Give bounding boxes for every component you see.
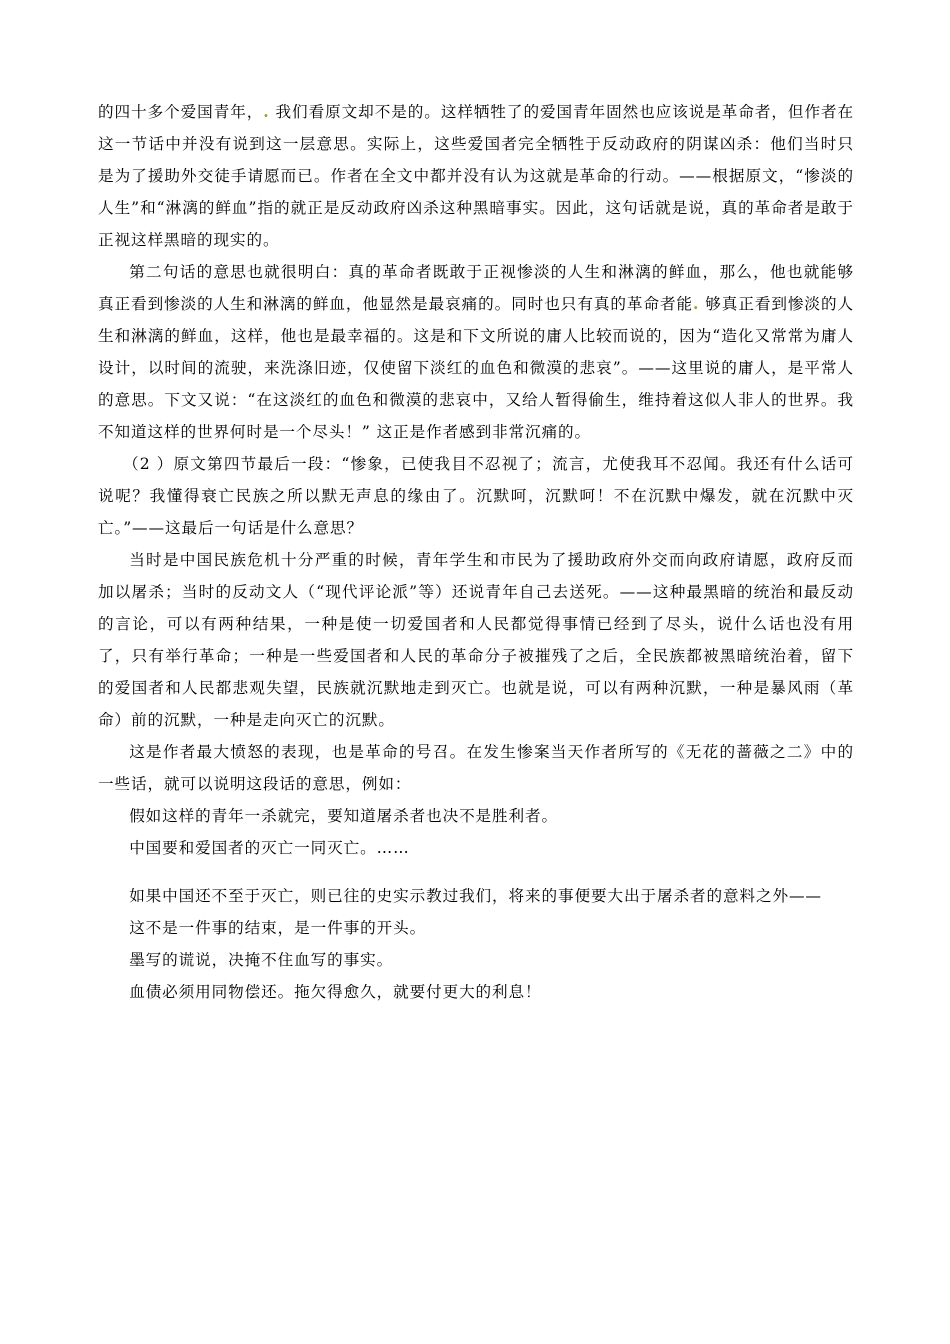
- paragraph-5: 这是作者最大愤怒的表现，也是革命的号召。在发生惨案当天作者所写的《无花的蔷薇之二》中的一些话，就可以说明这段话的意思，例如：: [98, 743, 854, 793]
- spacer: [98, 864, 854, 880]
- quote-line-4: 这不是一件事的结束，是一件事的开头。: [129, 919, 427, 937]
- paragraph-2-start: 第二句话的意思也就很明白：真的革命者既敢于正视惨淡的人生和淋漓的鲜血，那么，他也就能够真正看到惨淡的人生和淋漓的鲜血，他显然是最哀痛的。同时也只有真的革命者能: [98, 263, 854, 313]
- quote-line-1: 假如这样的青年一杀就完，要知道屠杀者也决不是胜利者。: [129, 807, 559, 825]
- quote-line-5: 墨写的谎说，决掩不住血写的事实。: [129, 951, 394, 969]
- quote-line-3: 如果中国还不至于灭亡，则已往的史实示教过我们，将来的事便要大出于屠杀者的意料之外——: [129, 887, 822, 905]
- green-mark: .: [263, 102, 270, 121]
- paragraph-2-rest: 够真正看到惨淡的人生和淋漓的鲜血，这样，他也是最幸福的。这是和下文所说的庸人比较而说的，因为“造化又常常为庸人设计，以时间的流驶，来洗涤旧迹，仅使留下淡红的血色和微漠的悲哀”。——这里说的庸人，是平常人的意思。下文又说：“在这淡红的血色和微漠的悲哀中，又给人暂得偷生，维持着这似人非人的世界。我不知道这样的世界何时是一个尽头！” 这正是作者感到非常沉痛的。: [98, 295, 854, 441]
- quote-line-6: 血债必须用同物偿还。拖欠得愈久，就要付更大的利息！: [129, 983, 542, 1001]
- paragraph-1-start: 的四十多个爱国青年，: [98, 103, 264, 121]
- paragraph-1-rest: 我们看原文却不是的。这样牺牲了的爱国青年固然也应该说是革命者，但作者在这一节话中并没有说到这一层意思。实际上，这些爱国者完全牺牲于反动政府的阴谋凶杀：他们当时只是为了援助外交徒手请愿而已。作者在全文中都并没有认为这就是革命的行动。——根据原文，“惨淡的人生”和“淋漓的鲜血”指的就正是反动政府凶杀这种黑暗事实。因此，这句话就是说，真的革命者是敢于正视这样黑暗的现实的。: [98, 103, 854, 249]
- green-mark: .: [693, 294, 700, 313]
- paragraph-question-2: （2 ）原文第四节最后一段：“惨象，已使我目不忍视了；流言，尤使我耳不忍闻。我还有什么话可说呢？我懂得衰亡民族之所以默无声息的缘由了。沉默呵，沉默呵！不在沉默中爆发，就在沉默中灭亡。”——这最后一句话是什么意思？: [98, 455, 854, 537]
- paragraph-4: 当时是中国民族危机十分严重的时候，青年学生和市民为了援助政府外交而向政府请愿，政府反而加以屠杀；当时的反动文人（“现代评论派”等）还说青年自己去送死。——这种最黑暗的统治和最反动的言论，可以有两种结果，一种是使一切爱国者和人民都觉得事情已经到了尽头，说什么话也没有用了，只有举行革命；一种是一些爱国者和人民的革命分子被摧残了之后，全民族都被黑暗统治着，留下的爱国者和人民都悲观失望，民族就沉默地走到灭亡。也就是说，可以有两种沉默，一种是暴风雨（革命）前的沉默，一种是走向灭亡的沉默。: [98, 551, 854, 729]
- article-body: [98, 96, 854, 1008]
- paragraph-2: [98, 256, 854, 448]
- quote-line-2: 中国要和爱国者的灭亡一同灭亡。……: [129, 839, 410, 857]
- paragraph-1: [98, 96, 854, 256]
